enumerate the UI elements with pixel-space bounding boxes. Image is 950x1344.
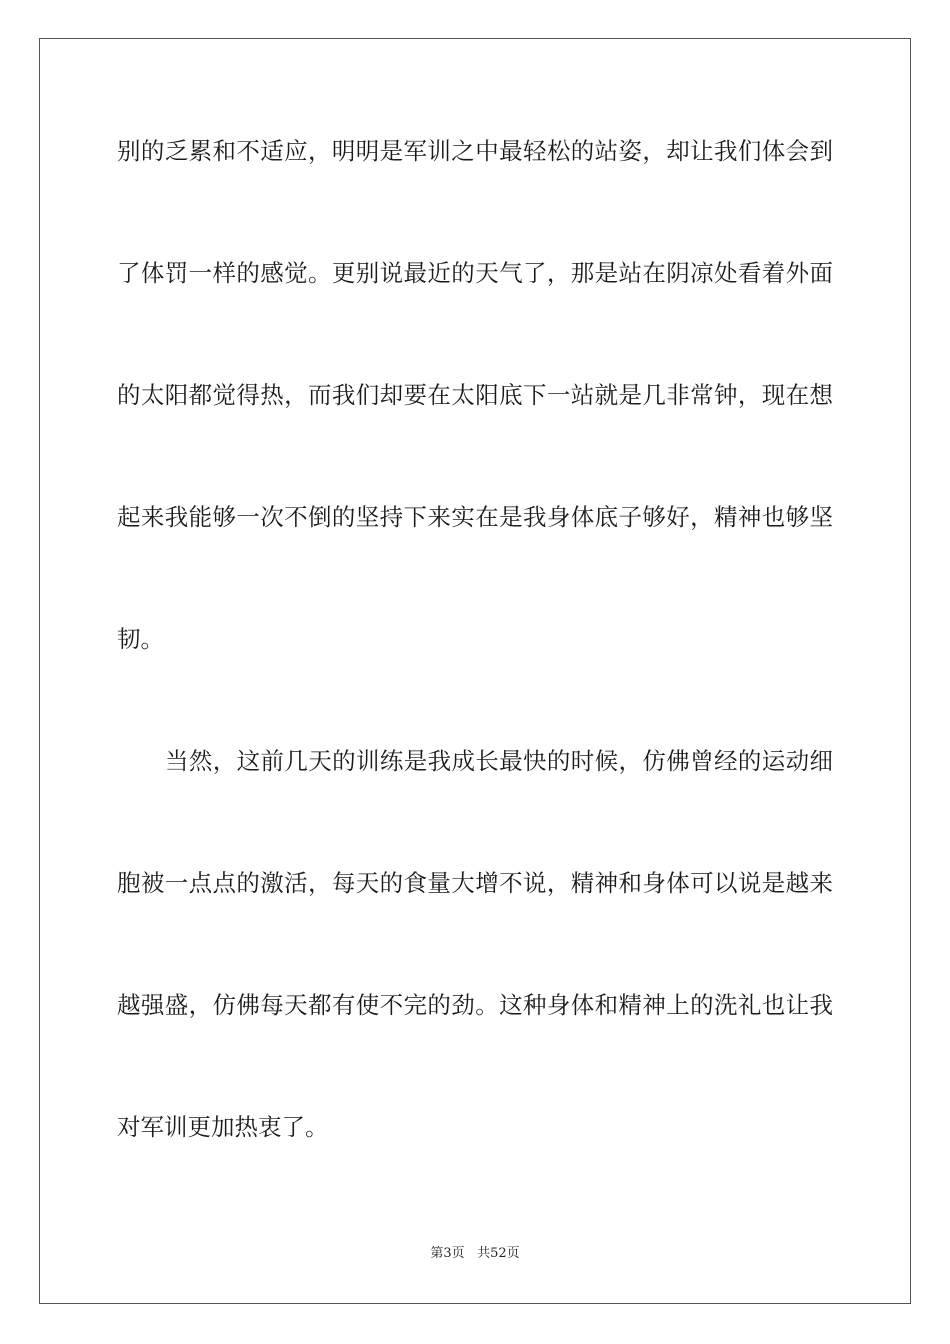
text-line: 胞被一点点的激活，每天的食量大增不说，精神和身体可以说是越来: [117, 869, 833, 897]
page-footer: [0, 1244, 950, 1264]
text-line: 的太阳都觉得热，而我们却要在太阳底下一站就是几非常钟，现在想: [117, 381, 833, 409]
text-line: 对军训更加热衷了。: [117, 1113, 329, 1141]
text-line: 别的乏累和不适应，明明是军训之中最轻松的站姿，却让我们体会到: [117, 137, 833, 165]
text-line: 了体罚一样的感觉。更别说最近的天气了，那是站在阴凉处看着外面: [117, 259, 833, 287]
text-line: 起来我能够一次不倒的坚持下来实在是我身体底子够好，精神也够坚: [117, 503, 833, 531]
paragraph-first-line: 当然，这前几天的训练是我成长最快的时候，仿佛曾经的运动细: [165, 747, 833, 775]
text-line: 韧。: [117, 625, 164, 653]
page-number: 第3页: [430, 1246, 465, 1261]
text-line: 越强盛，仿佛每天都有使不完的劲。这种身体和精神上的洗礼也让我: [117, 991, 833, 1019]
page-total: 共52页: [477, 1246, 520, 1261]
